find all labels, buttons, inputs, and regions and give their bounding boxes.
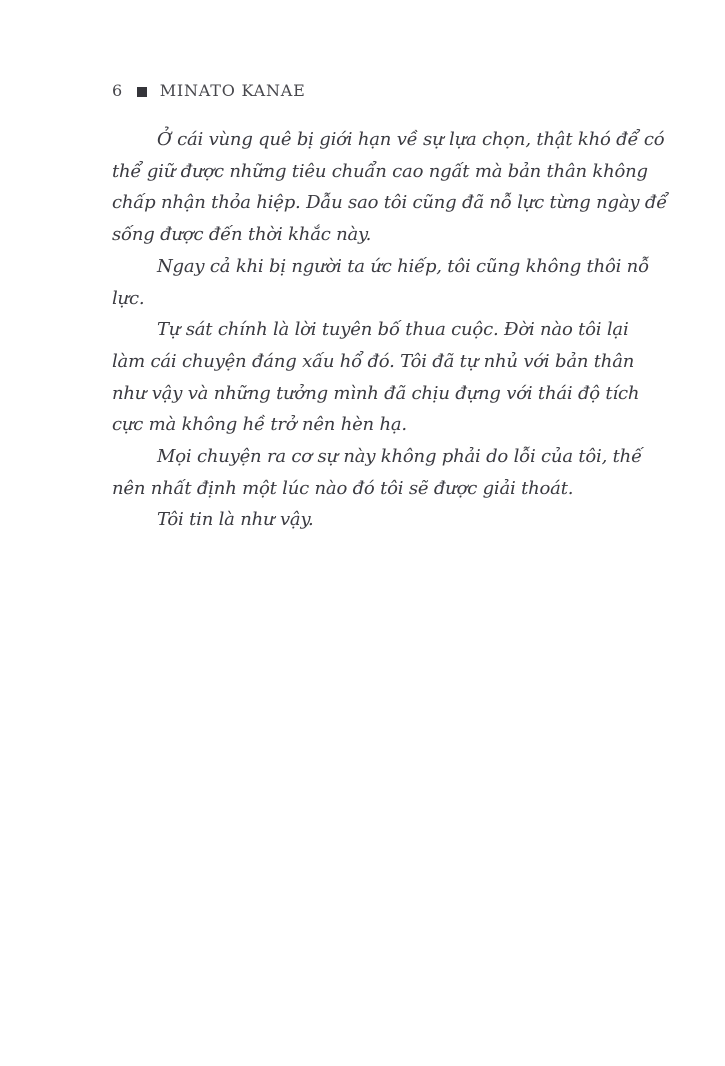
page-number: 6 bbox=[112, 81, 123, 100]
text-line: Tự sát chính là lời tuyên bố thua cuộc. Đời nào tôi lại bbox=[157, 319, 629, 341]
paragraph bbox=[112, 314, 640, 441]
text-line: nên nhất định một lúc nào đó tôi sẽ được giải thoát. bbox=[112, 477, 574, 499]
text-line: Mọi chuyện ra cơ sự này không phải do lỗi của tôi, thế bbox=[157, 446, 642, 468]
text-line: chấp nhận thỏa hiệp. Dẫu sao tôi cũng đã nỗ lực từng ngày để bbox=[112, 192, 668, 214]
text-block bbox=[112, 124, 668, 536]
text-line: làm cái chuyện đáng xấu hổ đó. Tôi đã tự nhủ với bản thân bbox=[112, 350, 635, 372]
text-line: cực mà không hề trở nên hèn hạ. bbox=[112, 414, 407, 436]
text-line: Ngay cả khi bị người ta ức hiếp, tôi cũng không thôi nỗ bbox=[157, 255, 649, 277]
paragraph bbox=[112, 441, 642, 504]
text-line: sống được đến thời khắc này. bbox=[112, 224, 372, 246]
text-line: lực. bbox=[112, 287, 145, 309]
paragraph bbox=[112, 124, 668, 251]
square-icon bbox=[137, 87, 147, 97]
running-title: MINATO KANAE bbox=[159, 81, 306, 100]
text-line: như vậy và những tưởng mình đã chịu đựng với thái độ tích bbox=[112, 382, 640, 404]
page-header bbox=[112, 83, 306, 99]
paragraph bbox=[112, 504, 626, 536]
text-line: Tôi tin là như vậy. bbox=[157, 509, 314, 531]
paragraph bbox=[112, 251, 649, 314]
text-line: thể giữ được những tiêu chuẩn cao ngất mà bản thân không bbox=[112, 160, 648, 182]
text-line: Ở cái vùng quê bị giới hạn về sự lựa chọn, thật khó để có bbox=[157, 129, 665, 150]
